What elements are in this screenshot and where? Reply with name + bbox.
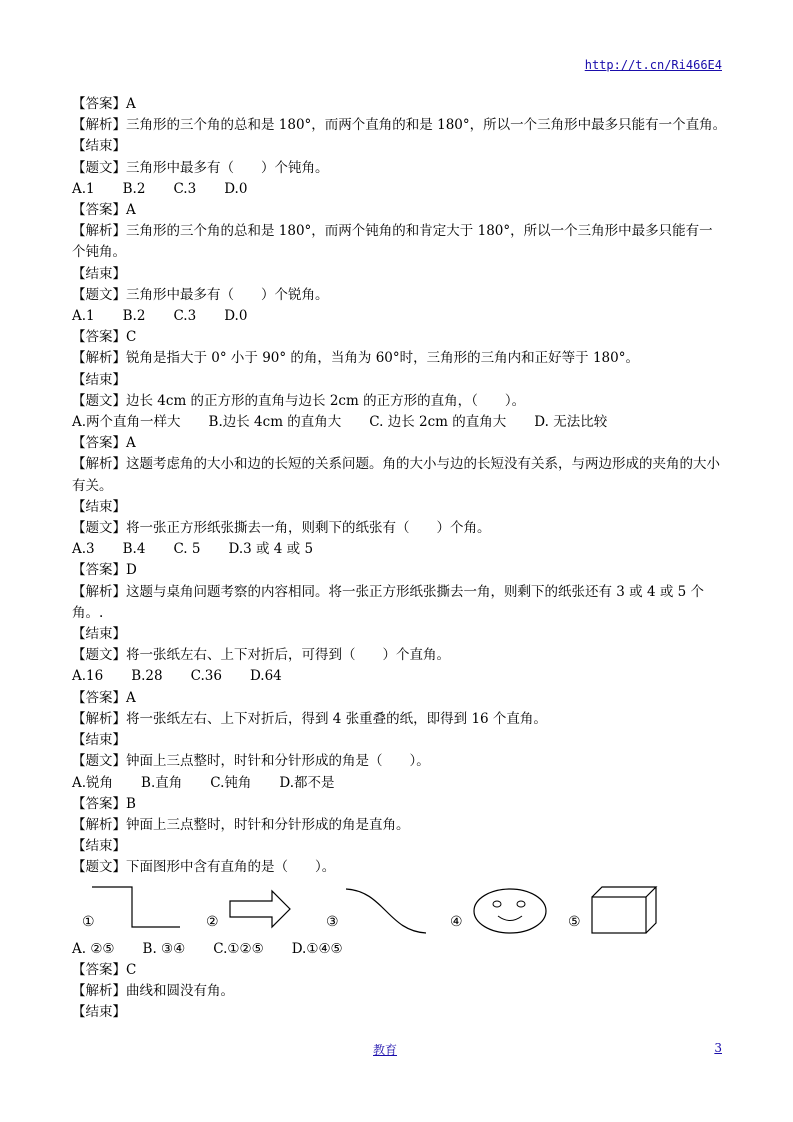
- text-line: 【答案】C: [72, 329, 137, 346]
- text-line: 【解析】曲线和圆没有角。: [72, 982, 234, 999]
- option-item: C.3: [173, 180, 197, 197]
- smiley-face-figure: [470, 885, 550, 937]
- text-line: 【结束】: [72, 371, 126, 388]
- option-item: D.3 或 4 或 5: [228, 541, 314, 558]
- option-item: C. 边长 2cm 的直角大: [369, 414, 507, 431]
- answer-options: [72, 539, 726, 560]
- text-line: 【题文】下面图形中含有直角的是（ ）。: [72, 859, 336, 876]
- text-line: 【结束】: [72, 138, 126, 155]
- figure-row: [72, 885, 726, 937]
- text-line: 【题文】将一张正方形纸张撕去一角，则剩下的纸张有（ ）个角。: [72, 520, 491, 537]
- option-item: C.钝角: [210, 774, 252, 791]
- option-item: B.直角: [141, 774, 183, 791]
- option-item: B.2: [122, 308, 146, 325]
- option-item: D.都不是: [279, 774, 335, 791]
- text-line: 【答案】A: [72, 96, 136, 112]
- text-line: 【结束】: [72, 265, 126, 282]
- text-line: 【题文】将一张纸左右、上下对折后，可得到（ ）个直角。: [72, 647, 450, 664]
- option-item: B.2: [122, 180, 146, 197]
- page-number: 3: [714, 1041, 722, 1055]
- text-line: 【结束】: [72, 838, 126, 855]
- text-line: 【解析】这题与桌角问题考察的内容相同。将一张正方形纸张撕去一角，则剩下的纸张还有 3 或 4 或 5 个角。.: [72, 583, 705, 621]
- option-item: B.边长 4cm 的直角大: [208, 414, 342, 431]
- option-item: C. 5: [173, 541, 201, 558]
- step-line-figure: [90, 885, 186, 937]
- option-item: B.4: [122, 541, 146, 558]
- text-line: 【结束】: [72, 498, 126, 515]
- option-item: A.3: [72, 541, 95, 558]
- text-line: 【解析】三角形的三个角的总和是 180°，而两个直角的和是 180°，所以一个三角形中最多只能有一个直角。: [72, 117, 727, 134]
- text-line: 【题文】三角形中最多有（ ）个锐角。: [72, 286, 329, 303]
- text-line: 【解析】将一张纸左右、上下对折后，得到 4 张重叠的纸，即得到 16 个直角。: [72, 710, 547, 727]
- option-item: A.1: [72, 308, 95, 325]
- figure-label: ②: [206, 913, 219, 930]
- text-line: 【结束】: [72, 732, 126, 749]
- answer-options: [72, 412, 726, 433]
- text-line: 【题文】钟面上三点整时，时针和分针形成的角是（ ）。: [72, 753, 430, 770]
- text-line: 【答案】A: [72, 689, 136, 706]
- answer-options: [72, 179, 726, 200]
- cuboid-figure: [588, 885, 662, 937]
- option-item: D. 无法比较: [534, 414, 608, 431]
- figure-label: ⑤: [568, 913, 581, 930]
- text-line: 【题文】边长 4cm 的正方形的直角与边长 2cm 的正方形的直角，（ ）。: [72, 392, 526, 409]
- option-item: D.64: [249, 668, 282, 685]
- option-item: D.①④⑤: [291, 940, 343, 957]
- text-line: 【答案】D: [72, 562, 137, 579]
- option-item: A. ②⑤: [72, 940, 115, 957]
- option-item: C.3: [173, 308, 197, 325]
- option-item: B.28: [131, 668, 163, 685]
- text-line: 【解析】三角形的三个角的总和是 180°，而两个钝角的和肯定大于 180°，所以一个三角形中最多只能有一个钝角。: [72, 223, 713, 261]
- text-line: 【结束】: [72, 1004, 126, 1021]
- header-url-link[interactable]: http://t.cn/Ri466E4: [584, 58, 722, 72]
- option-item: C.36: [190, 668, 222, 685]
- option-item: C.①②⑤: [213, 940, 264, 957]
- option-item: D.0: [224, 180, 248, 197]
- text-line: 【答案】A: [72, 435, 136, 452]
- text-line: 【答案】C: [72, 961, 137, 978]
- option-item: A.1: [72, 180, 95, 197]
- option-item: A.锐角: [72, 774, 114, 791]
- footer-link[interactable]: 教育: [373, 1043, 398, 1057]
- answer-options: [72, 306, 726, 327]
- text-line: 【结束】: [72, 626, 126, 643]
- option-item: B. ③④: [142, 940, 186, 957]
- text-line: 【解析】这题考虑角的大小和边的长短的关系问题。角的大小与边的长短没有关系，与两边形成的夹角的大小有关。: [72, 456, 720, 494]
- curve-figure: [344, 885, 434, 937]
- answer-options: [72, 773, 726, 794]
- text-line: 【答案】A: [72, 202, 136, 219]
- document-body: [72, 94, 726, 1023]
- option-item: A.两个直角一样大: [72, 414, 181, 431]
- option-item: A.16: [72, 668, 104, 685]
- text-line: 【解析】锐角是指大于 0° 小于 90° 的角，当角为 60°时，三角形的三角内和正好等于 180°。: [72, 350, 639, 367]
- answer-options: [72, 939, 726, 960]
- text-line: 【题文】三角形中最多有（ ）个钝角。: [72, 159, 329, 176]
- arrow-figure: [228, 885, 294, 937]
- text-line: 【解析】钟面上三点整时，时针和分针形成的角是直角。: [72, 816, 410, 833]
- figure-label: ③: [326, 913, 339, 930]
- figure-label: ①: [82, 913, 95, 930]
- text-line: 【答案】B: [72, 795, 136, 812]
- answer-options: [72, 666, 726, 687]
- figure-label: ④: [450, 913, 463, 930]
- option-item: D.0: [224, 308, 248, 325]
